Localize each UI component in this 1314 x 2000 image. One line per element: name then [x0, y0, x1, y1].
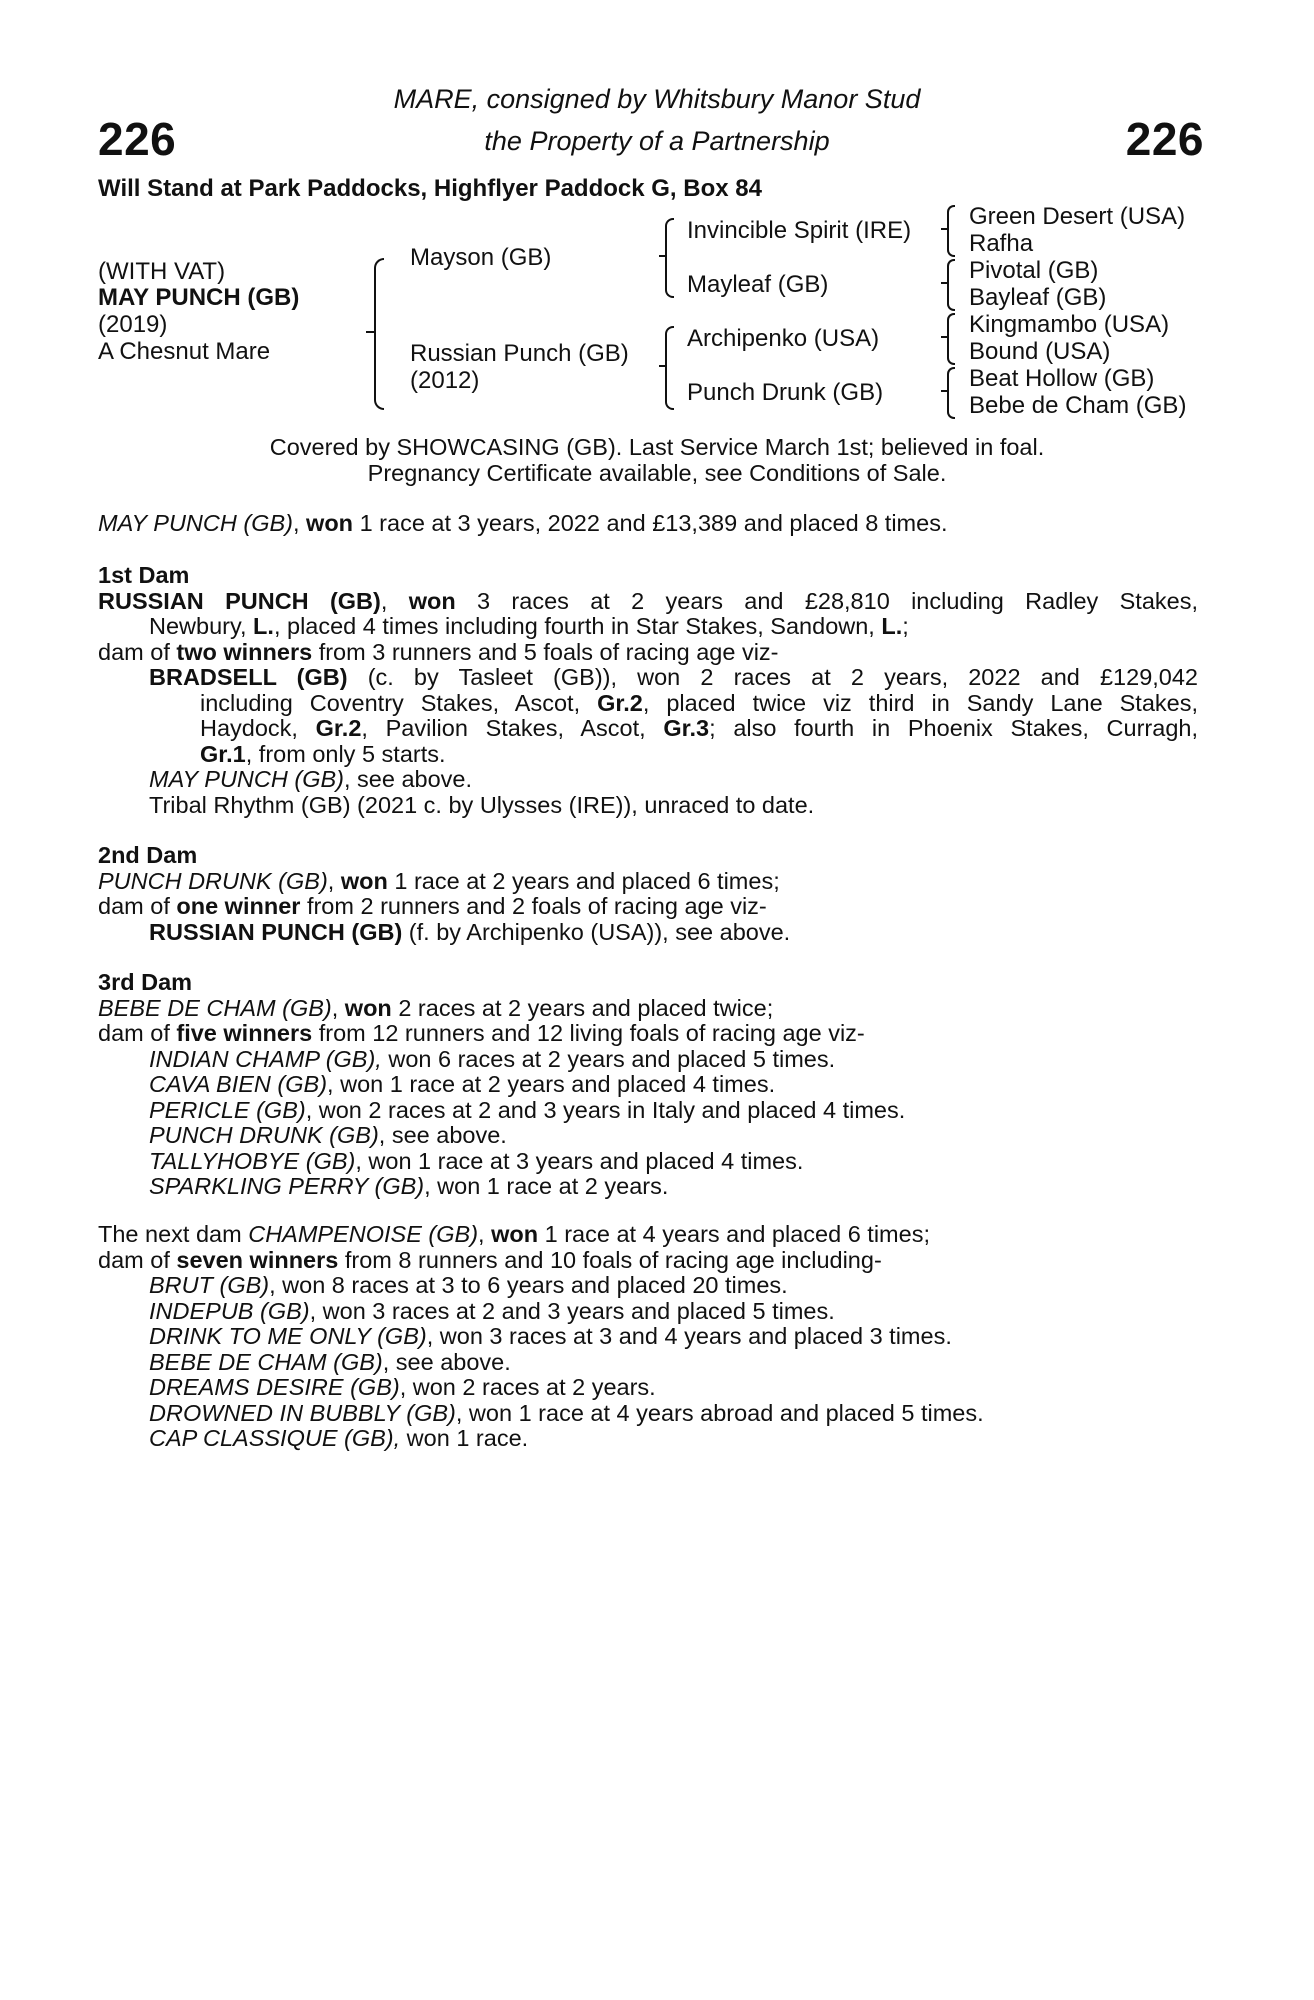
second-dam-line-2 [98, 894, 1198, 920]
first-dam-won: won [408, 587, 456, 614]
may-punch-line [98, 767, 1198, 793]
intro-sep: , [292, 510, 307, 536]
second-dam-winners: one winner [176, 893, 301, 919]
bradsell-line-3 [98, 716, 1198, 742]
produce-name: PERICLE (GB) [149, 1096, 306, 1123]
list-item [98, 1299, 1198, 1325]
produce-rest: , won 3 races at 3 and 4 years and placed 3 times. [426, 1323, 952, 1349]
group-badge-gr3: Gr.3 [663, 715, 710, 741]
bradsell-l3-c: , Pavilion Stakes, Ascot, [361, 715, 664, 741]
first-dam-rest: 3 races at 2 years and £28,810 including Radley Stakes, [455, 587, 1198, 614]
second-dam-l2-c: from 2 runners and 2 foals of racing age viz- [300, 893, 767, 919]
bradsell-line-1 [98, 665, 1198, 691]
bradsell-line-2 [98, 691, 1198, 717]
produce-name: TALLYHOBYE (GB) [149, 1147, 356, 1174]
first-dam-winners: two winners [176, 638, 313, 665]
second-dam-l2-a: dam of [98, 893, 177, 919]
next-dam-line-2 [98, 1248, 1198, 1274]
list-item [98, 1350, 1198, 1376]
next-dam-section [98, 1222, 1198, 1452]
intro-line [98, 511, 1198, 537]
next-dam-l2-a: dam of [98, 1246, 177, 1273]
bradsell-line-4 [98, 742, 1198, 768]
pedigree-brace-main-point [366, 331, 374, 333]
produce-name: DRINK TO ME ONLY (GB) [149, 1323, 427, 1349]
first-dam-l2-c: , placed 4 times including fourth in Star Stakes, Sandown, [273, 613, 882, 639]
second-dam-sep: , [327, 867, 341, 894]
sire: Mayson (GB) [410, 244, 552, 271]
third-dam-section [98, 970, 1198, 1200]
third-dam-winners: five winners [176, 1020, 313, 1046]
first-dam-line-3 [98, 640, 1198, 666]
produce-rest: , won 1 race at 2 years. [424, 1173, 669, 1199]
first-dam-l3-a: dam of [98, 638, 177, 665]
dd-brace-point [941, 390, 947, 392]
group-badge-gr2-b: Gr.2 [315, 715, 362, 741]
list-item [98, 1098, 1198, 1124]
third-dam-sep: , [331, 994, 345, 1021]
sire-brace [665, 218, 674, 298]
intro-won: won [306, 510, 354, 536]
bradsell-rest: (c. by Tasleet (GB)), won 2 races at 2 years, 2022 and £129,042 [347, 664, 1199, 690]
lot-number-right: 226 [1125, 113, 1204, 165]
dd-brace [947, 367, 955, 419]
first-dam-name: RUSSIAN PUNCH (GB) [98, 587, 381, 614]
dam-sire: Archipenko (USA) [687, 325, 880, 352]
second-dam-won: won [340, 867, 388, 894]
group-badge-gr2-a: Gr.2 [597, 689, 643, 716]
produce-rest: , won 1 race at 3 years and placed 4 times. [355, 1147, 804, 1174]
produce-rest: , won 2 races at 2 and 3 years in Italy and placed 4 times. [305, 1096, 906, 1123]
produce-name: INDIAN CHAMP (GB), [149, 1045, 382, 1072]
produce-name: PUNCH DRUNK (GB) [149, 1122, 379, 1148]
second-dam-produce-name: RUSSIAN PUNCH (GB) [149, 918, 403, 945]
bradsell-l4-c: , from only 5 starts. [245, 740, 446, 767]
third-dam-line-1 [98, 996, 1198, 1022]
next-dam-line-1 [98, 1222, 1198, 1248]
produce-rest: , won 1 race at 2 years and placed 4 times. [327, 1071, 776, 1097]
first-dam-sep: , [380, 587, 409, 614]
next-dam-l1-a: The next dam [98, 1221, 249, 1247]
produce-name: BEBE DE CHAM (GB) [149, 1348, 383, 1375]
bradsell-l2-c: , placed twice viz third in Sandy Lane Stakes, [642, 689, 1198, 716]
produce-name: BRUT (GB) [149, 1272, 270, 1298]
third-dam-won: won [344, 994, 392, 1021]
second-dam-rest: 1 race at 2 years and placed 6 times; [387, 867, 780, 894]
may-punch-name: MAY PUNCH (GB) [149, 766, 344, 792]
listed-badge-1: L. [253, 613, 274, 639]
dam-sire-dam: Bound (USA) [969, 338, 1111, 365]
produce-rest: , won 2 races at 2 years. [399, 1374, 656, 1400]
tribal-rhythm-line: Tribal Rhythm (GB) (2021 c. by Ulysses (IRE)), unraced to date. [149, 791, 815, 818]
produce-name: DROWNED IN BUBBLY (GB) [149, 1399, 456, 1426]
produce-name: CAP CLASSIQUE (GB), [149, 1425, 401, 1451]
dam-dam-sire: Beat Hollow (GB) [969, 365, 1155, 392]
next-dam-l2-c: from 8 runners and 10 foals of racing age including- [338, 1246, 882, 1273]
third-dam-l2-c: from 12 runners and 12 living foals of racing age viz- [312, 1020, 865, 1046]
produce-rest: , won 8 races at 3 to 6 years and placed 20 times. [269, 1272, 788, 1298]
pedigree-brace-main [374, 258, 384, 410]
first-dam-l2-a: Newbury, [149, 613, 254, 639]
dam-year: (2012) [410, 367, 480, 394]
stand-location: Will Stand at Park Paddocks, Highflyer Paddock G, Box 84 [98, 175, 762, 202]
first-dam-heading: 1st Dam [98, 562, 190, 588]
ss-brace-point [941, 228, 947, 230]
sd-brace [947, 259, 955, 311]
second-dam-heading: 2nd Dam [98, 842, 198, 868]
lot-number-left: 226 [98, 113, 177, 165]
next-dam-produce-list [98, 1273, 1198, 1452]
list-item [98, 1426, 1198, 1452]
covered-line-2: Pregnancy Certificate available, see Conditions of Sale. [367, 460, 947, 486]
dam-brace-point [659, 365, 666, 367]
dam-sire-sire: Kingmambo (USA) [969, 311, 1170, 338]
third-dam-line-2 [98, 1021, 1198, 1047]
second-dam-line-3 [98, 920, 1198, 946]
second-dam-line-1 [98, 869, 1198, 895]
next-dam-name: CHAMPENOISE (GB) [248, 1221, 479, 1247]
second-dam-produce-rest: (f. by Archipenko (USA)), see above. [402, 918, 791, 945]
third-dam-rest: 2 races at 2 years and placed twice; [391, 994, 774, 1021]
produce-rest: won 1 race. [400, 1425, 529, 1451]
first-dam-line-2 [98, 614, 1198, 640]
next-dam-winners: seven winners [176, 1246, 339, 1273]
list-item [98, 1401, 1198, 1427]
third-dam-produce-list [98, 1047, 1198, 1200]
produce-name: DREAMS DESIRE (GB) [149, 1374, 400, 1400]
ds-brace [947, 313, 955, 365]
sire-dam-sire: Pivotal (GB) [969, 257, 1099, 284]
produce-name: SPARKLING PERRY (GB) [149, 1173, 425, 1199]
first-dam-l3-c: from 3 runners and 5 foals of racing age viz- [312, 638, 779, 665]
bradsell-l3-a: Haydock, [200, 715, 316, 741]
list-item [98, 1324, 1198, 1350]
third-dam-name: BEBE DE CHAM (GB) [98, 994, 332, 1021]
produce-name: CAVA BIEN (GB) [149, 1071, 328, 1097]
next-dam-sep: , [478, 1221, 492, 1247]
third-dam-l2-a: dam of [98, 1020, 177, 1046]
consignor-line: MARE, consigned by Whitsbury Manor Stud [393, 84, 921, 114]
sire-dam: Mayleaf (GB) [687, 271, 829, 298]
bradsell-l2-a: including Coventry Stakes, Ascot, [200, 689, 598, 716]
next-dam-rest: 1 race at 4 years and placed 6 times; [538, 1221, 930, 1247]
next-dam-won: won [491, 1221, 539, 1247]
intro-horse-name: MAY PUNCH (GB) [98, 510, 293, 536]
second-dam-name: PUNCH DRUNK (GB) [98, 867, 328, 894]
second-dam-section [98, 843, 1198, 945]
horse-year: (2019) [98, 311, 168, 338]
sire-sire-sire: Green Desert (USA) [969, 203, 1186, 230]
dam: Russian Punch (GB) [410, 340, 629, 367]
ds-brace-point [941, 336, 947, 338]
group-badge-gr1: Gr.1 [200, 740, 246, 767]
ss-brace [947, 205, 955, 257]
bradsell-l3-d: ; also fourth in Phoenix Stakes, Curragh, [709, 715, 1198, 741]
list-item [98, 1047, 1198, 1073]
list-item [98, 1375, 1198, 1401]
sire-sire: Invincible Spirit (IRE) [687, 217, 912, 244]
list-item [98, 1072, 1198, 1098]
produce-rest: won 6 races at 2 years and placed 5 times. [381, 1045, 836, 1072]
property-line: the Property of a Partnership [484, 126, 830, 156]
sire-sire-dam: Rafha [969, 230, 1034, 257]
dam-dam-dam: Bebe de Cham (GB) [969, 392, 1187, 419]
produce-rest: , see above. [382, 1348, 511, 1375]
first-dam-section [98, 563, 1198, 818]
intro-rest: 1 race at 3 years, 2022 and £13,389 and placed 8 times. [353, 510, 948, 536]
horse-description: A Chesnut Mare [98, 338, 271, 365]
produce-rest: , see above. [378, 1122, 507, 1148]
dam-dam: Punch Drunk (GB) [687, 379, 884, 406]
produce-name: INDEPUB (GB) [149, 1297, 310, 1324]
list-item [98, 1123, 1198, 1149]
list-item [98, 1149, 1198, 1175]
may-punch-rest: , see above. [343, 766, 473, 792]
first-dam-l2-d: ; [902, 613, 909, 639]
vat-label: (WITH VAT) [98, 258, 226, 285]
dam-brace [665, 326, 674, 410]
sire-brace-point [659, 255, 666, 257]
produce-rest: , won 3 races at 2 and 3 years and placed 5 times. [309, 1297, 835, 1324]
produce-rest: , won 1 race at 4 years abroad and placed 5 times. [455, 1399, 984, 1426]
sd-brace-point [941, 282, 947, 284]
list-item [98, 1273, 1198, 1299]
list-item [98, 1174, 1198, 1200]
bradsell-name: BRADSELL (GB) [149, 664, 348, 690]
third-dam-heading: 3rd Dam [98, 969, 193, 995]
listed-badge-2: L. [881, 613, 903, 639]
covered-line-1: Covered by SHOWCASING (GB). Last Service March 1st; believed in foal. [269, 434, 1045, 460]
first-dam-line-1 [98, 589, 1198, 615]
sire-dam-dam: Bayleaf (GB) [969, 284, 1107, 311]
horse-name: MAY PUNCH (GB) [98, 284, 300, 311]
